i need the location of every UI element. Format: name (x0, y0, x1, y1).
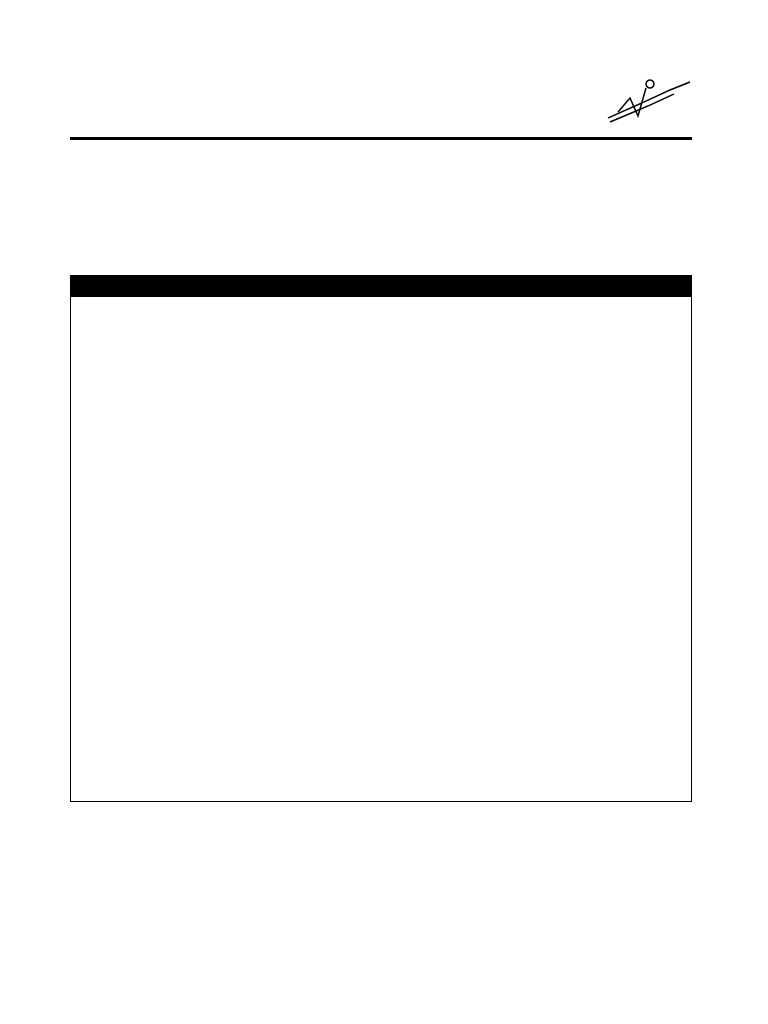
ati-logo (604, 76, 692, 132)
scores-table (70, 296, 692, 802)
scores-heading (70, 275, 692, 296)
header-rule (70, 137, 692, 140)
